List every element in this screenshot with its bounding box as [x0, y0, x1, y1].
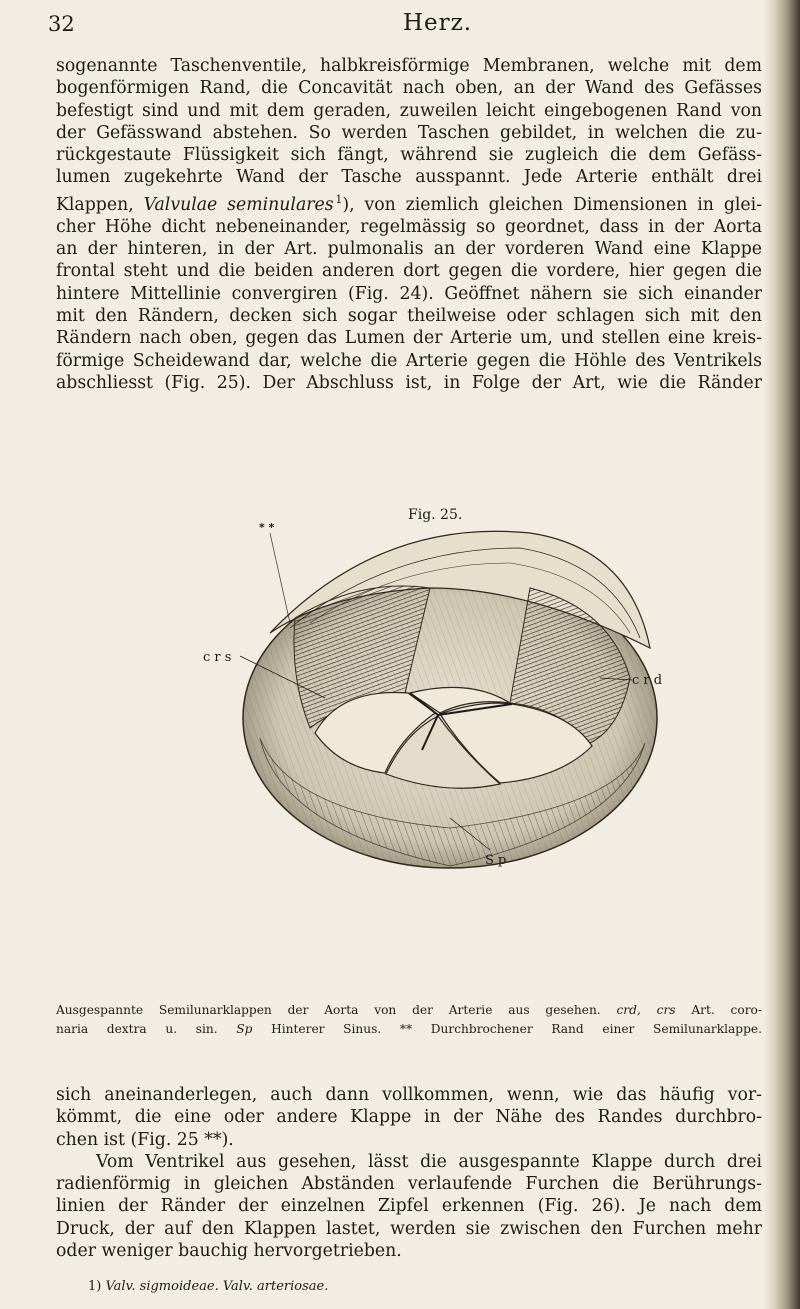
text-line: an der hinteren, in der Art. pulmonalis an der vorderen Wand eine Klappe — [56, 239, 762, 260]
text-line: mit den Rändern, decken sich sogar theilweise oder schlagen sich mit den — [56, 306, 762, 327]
footnote-text: Valv. sigmoideae. Valv. arteriosae. — [105, 1279, 329, 1294]
text-line: hintere Mittellinie convergiren (Fig. 24). Geöffnet nähern sie sich einander — [56, 283, 762, 304]
caption-line: Ausgespannte Semilunarklappen der Aorta von der Arterie aus gesehen. crd, crs Art. coro- — [56, 1003, 763, 1017]
text-line: sogenannte Taschenventile, halbkreisförmige Membranen, welche mit dem — [56, 56, 762, 76]
text-line: abschliesst (Fig. 25). Der Abschluss ist, in Folge der Art, wie die Ränder — [56, 372, 762, 393]
caption-line: naria dextra u. sin. Sp Hinterer Sinus. ** Durchbrochener Rand einer Semilunarklappe. — [56, 1022, 762, 1036]
figure-caption — [56, 1001, 762, 1039]
text-line: frontal steht und die beiden anderen dort gegen die vordere, hier gegen die — [56, 261, 762, 282]
label-crd: c r d — [632, 673, 663, 688]
text-line: befestigt sind und mit dem geraden, zuweilen leicht eingebogenen Rand von — [56, 100, 762, 121]
text-line: Klappen, Valvulae seminulares $^1$), von ziemlich gleichen Dimensionen in glei- — [56, 192, 762, 215]
figure-25 — [200, 521, 680, 878]
text-line: linien der Ränder der einzelnen Zipfel erkennen (Fig. 26). Je nach dem — [56, 1196, 762, 1217]
paragraph-2 — [56, 1084, 762, 1262]
paragraph-1 — [56, 55, 762, 394]
text-line: kömmt, die eine oder andere Klappe in der Nähe des Randes durchbro- — [56, 1107, 762, 1128]
text-line: sich aneinanderlegen, auch dann vollkommen, wenn, wie das häufig vor- — [56, 1085, 762, 1105]
label-sp: S p — [485, 853, 507, 868]
page-edge-shadow — [764, 0, 800, 1309]
text-line: förmige Scheidewand dar, welche die Arterie gegen die Höhle des Ventrikels — [56, 350, 762, 371]
valvulae-term: Valvulae seminulares — [143, 194, 334, 215]
text-line: lumen zugekehrte Wand der Tasche ausspannt. Jede Arterie enthält drei — [56, 167, 762, 188]
text-line: radienförmig in gleichen Abständen verlaufende Furchen die Berührungs- — [56, 1174, 762, 1195]
text-line: der Gefässwand abstehen. So werden Taschen gebildet, in welchen die zu- — [56, 122, 762, 143]
text-line: cher Höhe dicht nebeneinander, regelmässig so geordnet, dass in der Aorta — [56, 216, 762, 237]
aortic-valve-engraving — [200, 528, 680, 878]
page-number: 32 — [48, 12, 75, 36]
text-line: Druck, der auf den Klappen lastet, werden sie zwischen den Furchen mehr — [56, 1218, 762, 1239]
text-line: Rändern nach oben, gegen das Lumen der Arterie um, und stellen eine kreis- — [56, 328, 762, 349]
footnote-marker: 1) — [88, 1279, 102, 1294]
figure-title: Fig. 25. — [408, 507, 463, 523]
footnote-ref: 1 — [335, 192, 343, 206]
text-line: bogenförmigen Rand, die Concavität nach oben, an der Wand des Gefässes — [56, 78, 762, 99]
text-line: oder weniger bauchig hervorgetrieben. — [56, 1241, 402, 1262]
footnote — [88, 1279, 328, 1294]
label-perforated-edge: * * — [259, 521, 275, 534]
text-line: Vom Ventrikel aus gesehen, lässt die ausgespannte Klappe durch drei — [96, 1151, 762, 1172]
text-line: rückgestaute Flüssigkeit sich fängt, während sie zugleich die dem Gefäss- — [56, 145, 762, 166]
running-head: Herz. — [403, 10, 473, 36]
label-crs: c r s — [203, 650, 232, 665]
text-line: chen ist (Fig. 25 **). — [56, 1129, 234, 1150]
